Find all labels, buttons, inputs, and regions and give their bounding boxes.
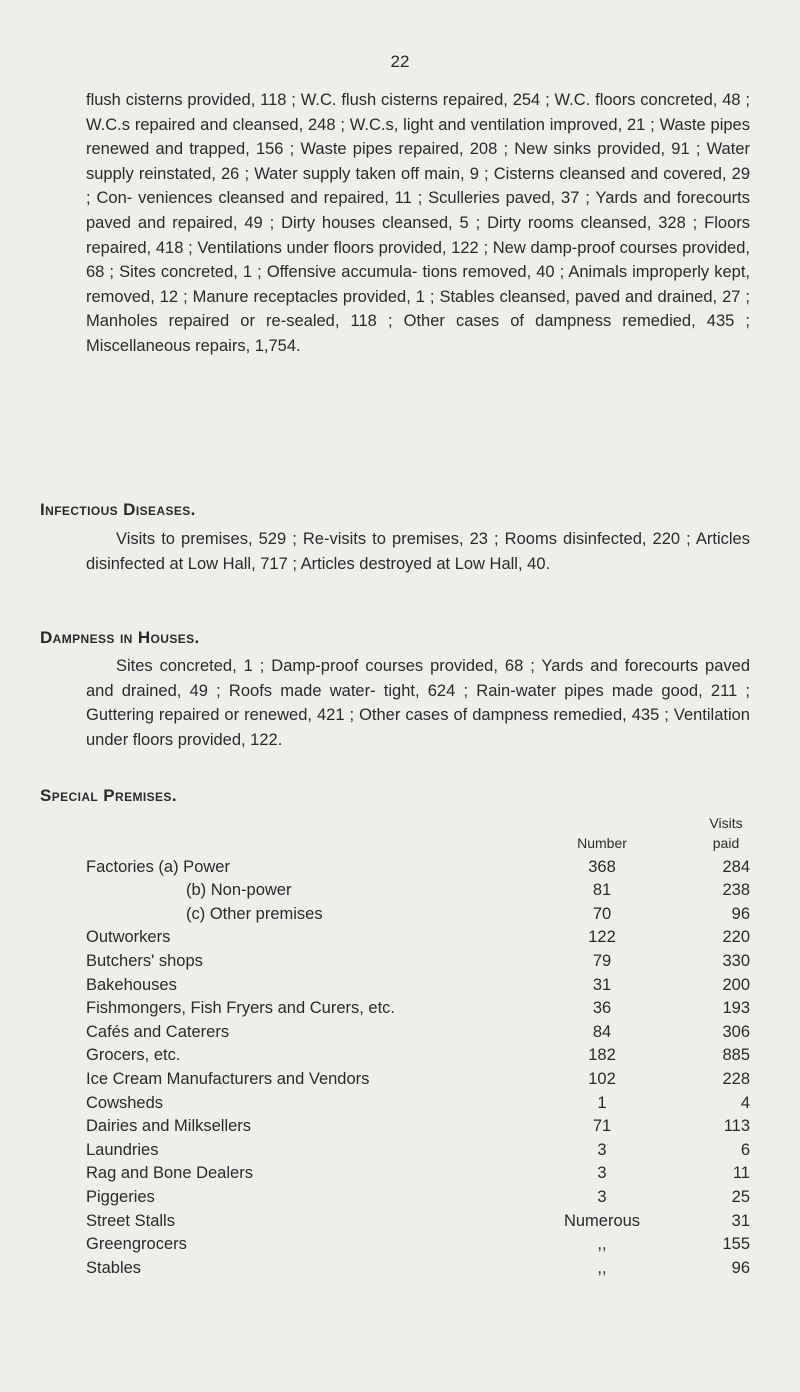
row-visits: 11 — [732, 1164, 750, 1183]
row-visits: 238 — [722, 881, 750, 900]
row-label-cell — [86, 1113, 542, 1137]
table-row — [86, 1160, 750, 1184]
row-label: Greengrocers — [86, 1235, 187, 1254]
table-row — [86, 971, 750, 995]
row-number: 3 — [597, 1187, 607, 1206]
table-row — [86, 947, 750, 971]
dampness-heading: Dampness in Houses. — [40, 628, 200, 647]
row-label-cell — [86, 1018, 542, 1042]
row-visits: 284 — [722, 857, 750, 876]
row-label: Bakehouses — [86, 975, 177, 994]
row-label: Ice Cream Manufacturers and Vendors — [86, 1069, 370, 1088]
row-number: 84 — [592, 1022, 612, 1041]
row-label: Cowsheds — [86, 1093, 164, 1112]
column-header-number: Number — [577, 835, 627, 851]
infectious-diseases-text: Visits to premises, 529 ; Re-visits to premises, 23 ; Rooms disinfected, 220 ; Articles disinfected at Low Hall, 717 ; Articles destroyed at Low Hall, 40. — [86, 530, 750, 573]
row-visits: 193 — [722, 999, 750, 1018]
row-label: Butchers' shops — [86, 951, 203, 970]
row-label-cell — [86, 947, 542, 971]
table-row — [86, 1089, 750, 1113]
row-label-cell — [86, 853, 542, 877]
row-number: 70 — [592, 904, 612, 923]
row-number: 122 — [588, 928, 616, 947]
row-visits: 228 — [722, 1069, 750, 1088]
row-label: Grocers, etc. — [86, 1046, 181, 1065]
column-header-visits: Visits paid — [709, 815, 743, 851]
row-visits: 220 — [722, 928, 750, 947]
row-label: Factories (a) Power — [86, 857, 230, 876]
row-label-cell — [86, 1136, 542, 1160]
table-header-row — [86, 813, 750, 853]
row-number: Numerous — [563, 1211, 641, 1230]
row-visits: 113 — [723, 1117, 750, 1136]
intro-paragraph: flush cisterns provided, 118 ; W.C. flush cisterns repaired, 254 ; W.C. floors concreted, 48 ; W.C.s repaired and cleansed, 248 ; W.C.s, light and ventilation improved, 21 ; Waste pipes renewed and trapped, 156 ; Waste pipes repaired, 208 ; New sinks provided, 91 ; Water supply reinstated, 26 ; Water supply taken off main, 9 ; Cisterns cleansed and covered, 29 ; Con- veniences cleansed and repaired, 11 ; Sculleries paved, 37 ; Yards and forecourts paved and repaired, 49 ; Dirty houses cleansed, 5 ; Dirty rooms cleansed, 328 ; Floors repaired, 418 ; Ventilations under floors provided, 122 ; New damp-proof courses provided, 68 ; Sites concreted, 1 ; Offensive accumula- tions removed, 40 ; Animals improperly kept, removed, 12 ; Manure receptacles provided, 1 ; Stables cleansed, paved and drained, 27 ; Manholes repaired or re-sealed, 118 ; Other cases of dampness remedied, 435 ; Miscellaneous repairs, 1,754. — [86, 91, 750, 355]
table-row — [86, 1231, 750, 1255]
row-label-cell — [86, 1042, 542, 1066]
row-visits: 96 — [731, 1258, 750, 1277]
page-number: 22 — [390, 52, 410, 71]
row-label: Stables — [86, 1258, 142, 1277]
special-premises-heading: Special Premises. — [40, 786, 177, 805]
table-row — [86, 1065, 750, 1089]
table-row — [86, 924, 750, 948]
row-visits: 885 — [722, 1046, 750, 1065]
row-label-cell — [86, 1183, 542, 1207]
row-label-cell — [86, 1089, 542, 1113]
row-label-cell — [86, 971, 542, 995]
row-label-cell — [86, 1231, 542, 1255]
row-visits: 330 — [722, 951, 750, 970]
row-label-cell — [86, 900, 542, 924]
infectious-diseases-heading: Infectious Diseases. — [40, 500, 196, 519]
row-label: (c) Other premises — [186, 904, 323, 923]
row-visits: 6 — [740, 1140, 750, 1159]
row-label: Rag and Bone Dealers — [86, 1164, 253, 1183]
dampness-text: Sites concreted, 1 ; Damp-proof courses provided, 68 ; Yards and forecourts paved and drained, 49 ; Roofs made water- tight, 624 ; Rain-water pipes made good, 211 ; Guttering repaired or renewed, 421 ; Other cases of dampness remedied, 435 ; Ventilation under floors provided, 122. — [86, 657, 750, 749]
row-number: 1 — [597, 1093, 607, 1112]
row-visits: 306 — [722, 1022, 750, 1041]
table-row — [86, 1018, 750, 1042]
table-row — [86, 1207, 750, 1231]
table-row — [86, 1183, 750, 1207]
row-label-cell — [86, 1160, 542, 1184]
row-number: 36 — [592, 999, 612, 1018]
row-visits: 4 — [740, 1093, 750, 1112]
row-label: Outworkers — [86, 928, 171, 947]
row-visits: 155 — [722, 1235, 750, 1254]
row-visits: 25 — [731, 1187, 750, 1206]
table-row — [86, 1042, 750, 1066]
row-number: 3 — [597, 1164, 607, 1183]
row-label-cell — [86, 1207, 542, 1231]
row-number: 102 — [588, 1069, 616, 1088]
row-visits: 96 — [731, 904, 750, 923]
row-label-cell — [86, 1254, 542, 1278]
row-number: 71 — [592, 1117, 612, 1136]
row-label-cell — [86, 1065, 542, 1089]
row-label: Fishmongers, Fish Fryers and Curers, etc. — [86, 999, 396, 1018]
special-premises-rows — [86, 853, 750, 1278]
row-visits: 200 — [722, 975, 750, 994]
row-number: ,, — [597, 1235, 607, 1254]
row-number: 368 — [588, 857, 616, 876]
row-label: Dairies and Milksellers — [86, 1117, 252, 1136]
table-row — [86, 900, 750, 924]
special-premises-table — [86, 813, 750, 1278]
row-label-cell — [86, 924, 542, 948]
row-visits: 31 — [731, 1211, 750, 1230]
table-row — [86, 995, 750, 1019]
row-label: Street Stalls — [86, 1211, 175, 1230]
row-label: (b) Non-power — [186, 881, 292, 900]
table-row — [86, 853, 750, 877]
row-label: Laundries — [86, 1140, 159, 1159]
row-number: 79 — [592, 951, 612, 970]
row-label-cell — [86, 877, 542, 901]
table-row — [86, 877, 750, 901]
table-row — [86, 1136, 750, 1160]
row-number: 81 — [592, 881, 612, 900]
row-number: 3 — [597, 1140, 607, 1159]
table-row — [86, 1254, 750, 1278]
row-number: 182 — [588, 1046, 616, 1065]
row-label-cell — [86, 995, 542, 1019]
row-number: ,, — [597, 1258, 607, 1277]
row-label: Piggeries — [86, 1187, 155, 1206]
row-label: Cafés and Caterers — [86, 1022, 230, 1041]
row-number: 31 — [592, 975, 612, 994]
table-row — [86, 1113, 750, 1137]
